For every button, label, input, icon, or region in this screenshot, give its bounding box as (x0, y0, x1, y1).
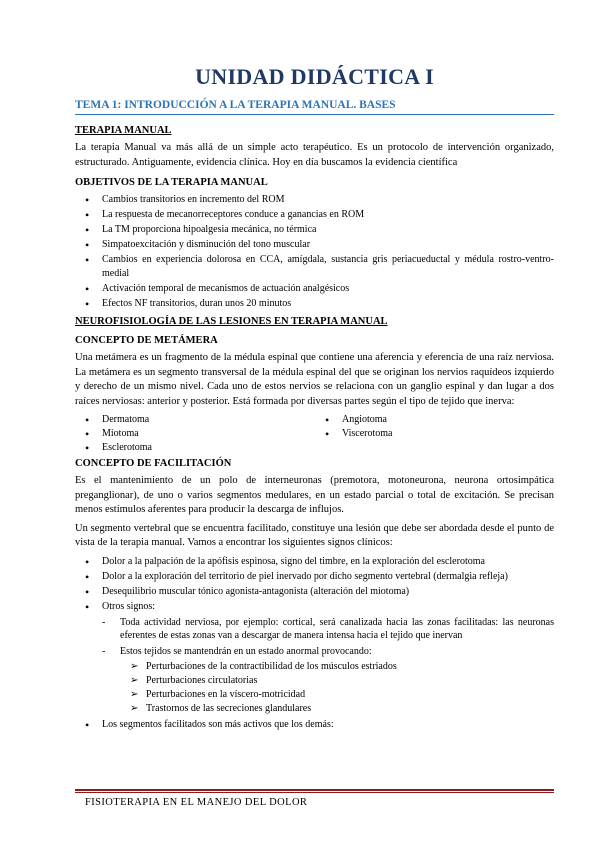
list-item: • Dolor a la palpación de la apófisis espinosa, signo del timbre, en la exploración del esclerotoma (75, 555, 554, 569)
tejidos-left-list (75, 413, 315, 455)
facilitacion-paragraph-1: Es el mantenimiento de un polo de interneuronas (premotora, motoneurona, neurona ortosimpática preganglionar), de uno o varios segmentos medulares, en un estado parcial o total de excitación. Se precisan menos estímulos aferentes para producir la descarga de influjos. (75, 475, 554, 515)
tejidos-right-list (315, 413, 554, 441)
signos-list (75, 555, 554, 733)
list-item: • La respuesta de mecanorreceptores conduce a ganancias en ROM (75, 208, 554, 222)
list-item: • Desequilibrio muscular tónico agonista-antagonista (alteración del miotoma) (75, 585, 554, 599)
otros-signos-label: Otros signos: (102, 600, 156, 612)
footer-divider (75, 789, 554, 793)
list-item: - Toda actividad nerviosa, por ejemplo: cortical, será canalizada hacia las zonas facilitadas: las neuronas eferentes de estas zonas van a descargar de manera intensa hacia el tejido que inervan (75, 616, 554, 643)
provocando-list (75, 660, 554, 716)
provocando-label: Estos tejidos se mantendrán en un estado anormal provocando: (120, 645, 372, 657)
list-item: • Cambios en experiencia dolorosa en CCA, amígdala, sustancia gris periacueductal y médula rostro-ventro-medial (75, 253, 554, 281)
list-item: ➢ Perturbaciones de la contractibilidad de los músculos estriados (75, 660, 554, 674)
metamera-paragraph: Una metámera es un fragmento de la médula espinal que contiene una aferencia y eferencia de una raíz nerviosa. La metámera es un segmento transversal de la médula espinal del que se originan los nervios raquídeos izquierdo y derecho de un mismo nivel. Cada uno de estos nervios se relaciona con un ganglio espinal y dan lugar a dos raíces nerviosas: anterior y posterior. Está formada por diversas partes según el tipo de tejido que inerva: (75, 352, 554, 407)
list-item: ➢ Trastornos de las secreciones glandulares (75, 702, 554, 716)
page-content (75, 62, 554, 733)
list-item: • Miotoma (75, 427, 315, 441)
objetivos-list (75, 193, 554, 311)
list-item (75, 600, 554, 717)
neurofisiologia-heading: NEUROFISIOLOGÍA DE LAS LESIONES EN TERAPIA MANUAL (75, 316, 388, 327)
list-item: • Efectos NF transitorios, duran unos 20 minutos (75, 297, 554, 311)
list-item: • Esclerotoma (75, 441, 315, 455)
terapia-manual-heading: TERAPIA MANUAL (75, 125, 172, 136)
list-item: • Dermatoma (75, 413, 315, 427)
metamera-heading: CONCEPTO DE METÁMERA (75, 335, 218, 346)
list-item: ➢ Perturbaciones en la víscero-motricidad (75, 688, 554, 702)
unit-title: UNIDAD DIDÁCTICA I (195, 64, 434, 89)
footer-text: FISIOTERAPIA EN EL MANEJO DEL DOLOR (85, 797, 308, 808)
list-item: • Angiotoma (315, 413, 554, 427)
tejidos-columns (75, 413, 554, 455)
list-item: • La TM proporciona hipoalgesia mecánica, no térmica (75, 223, 554, 237)
list-item: • Los segmentos facilitados son más activos que los demás: (75, 718, 554, 732)
tema-title: TEMA 1: INTRODUCCIÓN A LA TERAPIA MANUAL. BASES (75, 98, 554, 115)
tejidos-left-column (75, 413, 315, 455)
terapia-manual-paragraph: La terapia Manual va más allá de un simple acto terapéutico. Es un protocolo de intervención organizado, estructurado. Antiguamente, evidencia clínica. Hoy en día buscamos la evidencia científica (75, 142, 554, 168)
list-item: • Dolor a la exploración del territorio de piel inervado por dicho segmento vertebral (dermalgia refleja) (75, 570, 554, 584)
facilitacion-paragraph-2: Un segmento vertebral que se encuentra facilitado, constituye una lesión que debe ser abordada desde el punto de vista de la terapia manual. Vamos a encontrar los siguientes signos clínicos: (75, 522, 554, 548)
facilitacion-heading: CONCEPTO DE FACILITACIÓN (75, 458, 232, 469)
list-item: • Simpatoexcitación y disminución del tono muscular (75, 238, 554, 252)
list-item (75, 645, 554, 717)
list-item: • Activación temporal de mecanismos de actuación analgésicos (75, 282, 554, 296)
list-item: • Cambios transitorios en incremento del ROM (75, 193, 554, 207)
list-item: ➢ Perturbaciones circulatorias (75, 674, 554, 688)
objetivos-heading: OBJETIVOS DE LA TERAPIA MANUAL (75, 177, 268, 188)
tejidos-right-column (315, 413, 554, 455)
list-item: • Viscerotoma (315, 427, 554, 441)
otros-signos-list (75, 616, 554, 717)
